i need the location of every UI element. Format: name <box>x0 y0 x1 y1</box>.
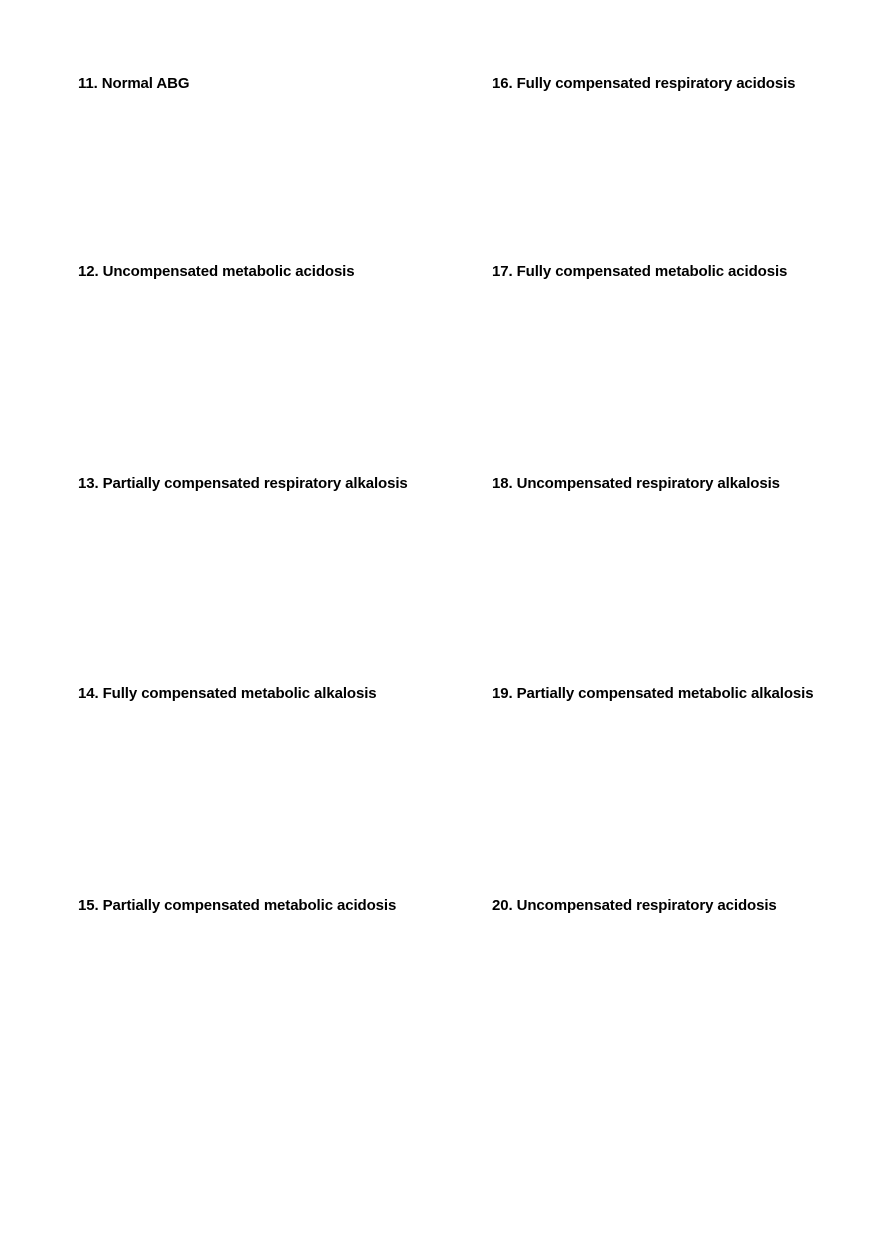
question-14-label: 14. Fully compensated metabolic alkalosis <box>78 685 377 702</box>
question-15-label: 15. Partially compensated metabolic acidosis <box>78 897 397 914</box>
question-20-label: 20. Uncompensated respiratory acidosis <box>492 897 777 914</box>
question-11-label: 11. Normal ABG <box>78 75 190 92</box>
question-19-label: 19. Partially compensated metabolic alkalosis <box>492 685 814 702</box>
question-12-label: 12. Uncompensated metabolic acidosis <box>78 263 355 280</box>
question-17-label: 17. Fully compensated metabolic acidosis <box>492 263 788 280</box>
question-13-label: 13. Partially compensated respiratory alkalosis <box>78 475 408 492</box>
question-18-label: 18. Uncompensated respiratory alkalosis <box>492 475 780 492</box>
question-16-label: 16. Fully compensated respiratory acidosis <box>492 75 796 92</box>
